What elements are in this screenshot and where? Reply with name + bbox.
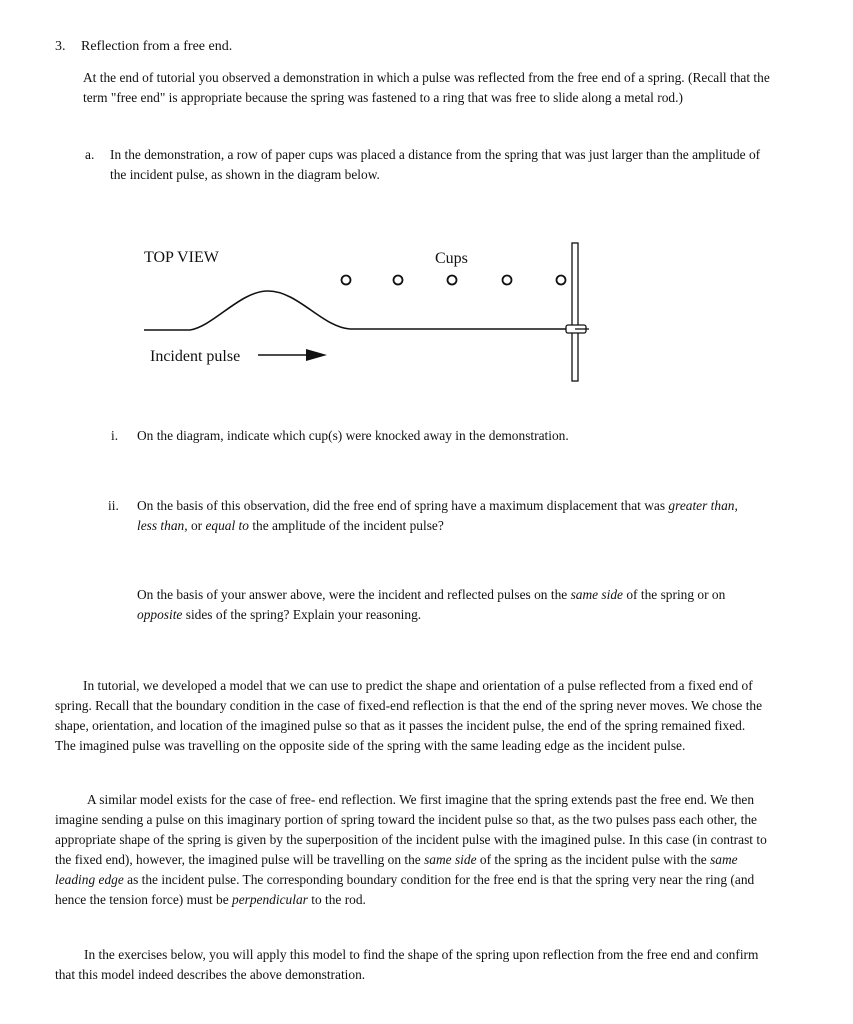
incident-pulse-label: Incident pulse — [150, 348, 241, 365]
part-i-label: i. — [111, 428, 119, 443]
followup-start: On the basis of your answer above, were the incident and reflected pulses on the — [137, 587, 571, 602]
part-a-text: In the demonstration, a row of paper cups was placed a distance from the spring that was just larger than the amplitude of the incident pulse, as shown in the diagram below. — [110, 147, 761, 182]
part-ii-text-end: the amplitude of the incident pulse? — [248, 518, 444, 533]
question-number: 3. — [55, 39, 66, 54]
part-i-text: On the diagram, indicate which cup(s) were knocked away in the demonstration. — [137, 428, 569, 443]
model-paragraph-2-part-1: A similar model exists for the case of free- end reflection. We first imagine that the spring extends past the free end. We then imagine sending a pulse on this imaginary portion of spring toward the incident pulse so that, as the two pulses pass each other, the appropriate shape of the spring is given by the superposition of the incident pulse with the imagined pulse. In this case (in contrast to the fixed end), however, the imagined pulse will be travelling on the — [55, 792, 767, 867]
emphasis-same-side: same side — [424, 852, 477, 867]
part-ii-or: or — [190, 518, 206, 533]
part-ii-text — [137, 496, 758, 536]
arrow-right-icon — [306, 349, 327, 361]
part-ii-text-start: On the basis of this observation, did the free end of spring have a maximum displacement that was — [137, 498, 669, 513]
emphasis-perpendicular: perpendicular — [232, 892, 308, 907]
cup-1[interactable] — [342, 276, 351, 285]
followup-end: sides of the spring? Explain your reasoning. — [182, 607, 422, 622]
followup-question — [137, 585, 757, 625]
cup-4[interactable] — [503, 276, 512, 285]
spring-with-pulse — [144, 291, 570, 330]
model-paragraph-2-part-3: as the incident pulse. The corresponding boundary condition for the free end is that the spring very near the ring (and hence the tension force) must be — [55, 872, 755, 907]
part-ii — [108, 496, 758, 536]
model-paragraph-2-part-2: of the spring as the incident pulse with the — [476, 852, 711, 867]
option-less-than: less than, — [137, 518, 191, 533]
part-ii-label: ii. — [108, 498, 119, 513]
model-paragraph-3 — [55, 945, 767, 985]
followup-opposite: opposite — [137, 607, 183, 622]
followup-same-side: same side — [570, 587, 624, 602]
top-view-label: TOP VIEW — [144, 249, 219, 266]
model-paragraph-3-text: In the exercises below, you will apply this model to find the shape of the spring upon reflection from the free end and confirm that this model indeed describes the above demonstration. — [55, 947, 759, 982]
spring-diagram — [0, 0, 853, 420]
followup-mid: of the spring or on — [623, 587, 726, 602]
part-a-label: a. — [85, 147, 95, 162]
model-paragraph-2 — [55, 790, 767, 910]
emphasis-same-leading-edge: same leading edge — [55, 852, 738, 887]
cups-label: Cups — [435, 250, 468, 267]
model-paragraph-1-text: In tutorial, we developed a model that we can use to predict the shape and orientation of a pulse reflected from a fixed end of spring. Recall that the boundary condition in the case of fixed-end reflection is that the end of the spring never moves. We chose the shape, orientation, and location of the imagined pulse so that as it passes the incident pulse, the end of the spring remained fixed. The imagined pulse was travelling on the opposite side of the spring with the same leading edge as the incident pulse. — [55, 678, 763, 753]
option-greater-than: greater than, — [668, 498, 738, 513]
option-equal-to: equal to — [205, 518, 249, 533]
model-paragraph-1 — [55, 676, 767, 756]
model-paragraph-2-part-4: to the rod. — [307, 892, 366, 907]
question-title: Reflection from a free end. — [81, 39, 233, 54]
cup-2[interactable] — [394, 276, 403, 285]
part-i — [111, 426, 751, 446]
cup-5[interactable] — [557, 276, 566, 285]
intro-paragraph: At the end of tutorial you observed a demonstration in which a pulse was reflected from the free end of a spring. (Recall that the term "free end" is appropriate because the spring was fastened to a ring that was free to slide along a metal rod.) — [83, 70, 770, 105]
metal-rod — [572, 243, 578, 381]
cup-3[interactable] — [448, 276, 457, 285]
